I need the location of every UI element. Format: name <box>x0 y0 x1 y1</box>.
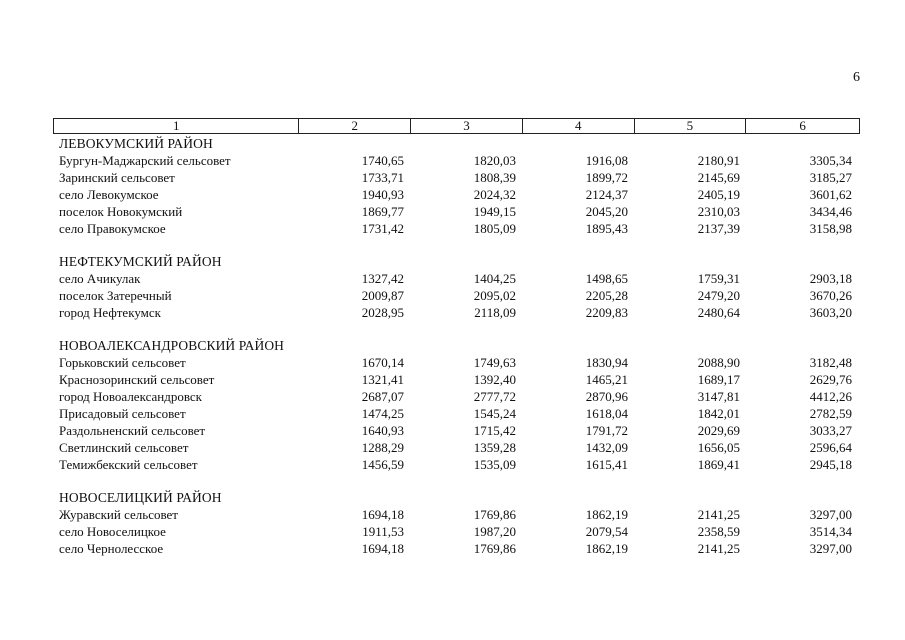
settlement-name: Бургун-Маджарский сельсовет <box>59 153 231 168</box>
value-cell-col-5: 2145,69 <box>697 170 740 185</box>
value-cell-col-3: 1987,20 <box>473 524 516 539</box>
value-cell-col-3: 1392,40 <box>473 372 516 387</box>
table-row <box>53 506 860 523</box>
column-header-6: 6 <box>799 118 806 133</box>
value-cell-col-3: 1715,42 <box>473 423 516 438</box>
value-cell-col-5: 2141,25 <box>697 507 740 522</box>
value-cell-col-6: 3185,27 <box>809 170 852 185</box>
value-cell-col-5: 2180,91 <box>697 153 740 168</box>
value-cell-col-4: 1618,04 <box>585 406 628 421</box>
value-cell-col-5: 1656,05 <box>697 440 740 455</box>
settlement-name: Присадовый сельсовет <box>59 406 186 421</box>
value-cell-col-3: 1949,15 <box>473 204 516 219</box>
value-cell-col-2: 1288,29 <box>361 440 404 455</box>
value-cell-col-4: 1615,41 <box>585 457 628 472</box>
value-cell-col-3: 1749,63 <box>473 355 516 370</box>
settlement-name: село Чернолесское <box>59 541 164 556</box>
value-cell-col-4: 1791,72 <box>585 423 628 438</box>
settlement-name: поселок Затеречный <box>59 288 172 303</box>
value-cell-col-5: 1689,17 <box>697 372 740 387</box>
value-cell-col-4: 1899,72 <box>585 170 628 185</box>
settlement-name: Краснозоринский сельсовет <box>59 372 215 387</box>
value-cell-col-5: 2358,59 <box>697 524 740 539</box>
value-cell-col-2: 1327,42 <box>361 271 404 286</box>
value-cell-col-5: 2137,39 <box>697 221 740 236</box>
table-row <box>53 220 860 237</box>
value-cell-col-5: 2029,69 <box>697 423 740 438</box>
table-header <box>53 118 860 134</box>
value-cell-col-5: 1759,31 <box>697 271 740 286</box>
table-row <box>53 270 860 287</box>
value-cell-col-6: 3514,34 <box>809 524 852 539</box>
district-section <box>53 489 860 557</box>
district-title: ЛЕВОКУМСКИЙ РАЙОН <box>59 136 213 151</box>
table-row <box>53 405 860 422</box>
value-cell-col-5: 1869,41 <box>697 457 740 472</box>
value-cell-col-3: 1404,25 <box>473 271 516 286</box>
value-cell-col-4: 1895,43 <box>585 221 628 236</box>
settlement-name: Темижбекский сельсовет <box>59 457 198 472</box>
settlement-name: поселок Новокумский <box>59 204 183 219</box>
settlement-name: город Нефтекумск <box>59 305 161 320</box>
value-cell-col-6: 3182,48 <box>809 355 852 370</box>
value-cell-col-4: 1862,19 <box>585 541 628 556</box>
value-cell-col-5: 2405,19 <box>697 187 740 202</box>
value-cell-col-6: 3670,26 <box>809 288 852 303</box>
value-cell-col-2: 1694,18 <box>361 507 404 522</box>
value-cell-col-4: 1432,09 <box>585 440 628 455</box>
district-section <box>53 337 860 473</box>
value-cell-col-4: 2079,54 <box>585 524 628 539</box>
value-cell-col-2: 2687,07 <box>361 389 404 404</box>
value-cell-col-5: 3147,81 <box>697 389 740 404</box>
value-cell-col-6: 2945,18 <box>809 457 852 472</box>
value-cell-col-5: 2141,25 <box>697 541 740 556</box>
value-cell-col-2: 1321,41 <box>361 372 404 387</box>
value-cell-col-6: 2903,18 <box>809 271 852 286</box>
value-cell-col-3: 2024,32 <box>473 187 516 202</box>
settlement-name: Горьковский сельсовет <box>59 355 186 370</box>
table-row <box>53 388 860 405</box>
value-cell-col-4: 2209,83 <box>585 305 628 320</box>
district-section <box>53 135 860 237</box>
table-row <box>53 304 860 321</box>
settlement-name: город Новоалександровск <box>59 389 202 404</box>
value-cell-col-3: 1820,03 <box>473 153 516 168</box>
page-number: 6 <box>853 70 860 85</box>
value-cell-col-4: 2870,96 <box>585 389 628 404</box>
value-cell-col-5: 2479,20 <box>697 288 740 303</box>
value-cell-col-2: 1694,18 <box>361 541 404 556</box>
value-cell-col-2: 2028,95 <box>361 305 404 320</box>
district-title: НОВОАЛЕКСАНДРОВСКИЙ РАЙОН <box>59 338 285 353</box>
value-cell-col-6: 2629,76 <box>809 372 852 387</box>
value-cell-col-2: 1640,93 <box>361 423 404 438</box>
value-cell-col-4: 1465,21 <box>585 372 628 387</box>
value-cell-col-2: 1940,93 <box>361 187 404 202</box>
value-cell-col-4: 2045,20 <box>585 204 628 219</box>
value-cell-col-4: 1498,65 <box>585 271 628 286</box>
table-row <box>53 152 860 169</box>
column-header-2: 2 <box>299 119 411 133</box>
value-cell-col-6: 2782,59 <box>809 406 852 421</box>
table-row <box>53 422 860 439</box>
value-cell-col-6: 3297,00 <box>809 507 852 522</box>
value-cell-col-4: 1830,94 <box>585 355 628 370</box>
value-cell-col-5: 1842,01 <box>697 406 740 421</box>
value-cell-col-6: 3158,98 <box>809 221 852 236</box>
value-cell-col-5: 2088,90 <box>697 355 740 370</box>
value-cell-col-2: 1733,71 <box>361 170 404 185</box>
value-cell-col-3: 1545,24 <box>473 406 516 421</box>
value-cell-col-4: 2205,28 <box>585 288 628 303</box>
district-section <box>53 253 860 321</box>
value-cell-col-3: 2095,02 <box>473 288 516 303</box>
value-cell-col-6: 3305,34 <box>809 153 852 168</box>
value-cell-col-6: 3603,20 <box>809 305 852 320</box>
settlement-name: село Левокумское <box>59 187 159 202</box>
district-title: НЕФТЕКУМСКИЙ РАЙОН <box>59 254 222 269</box>
value-cell-col-4: 2124,37 <box>585 187 628 202</box>
value-cell-col-6: 4412,26 <box>809 389 852 404</box>
table-row <box>53 540 860 557</box>
table-row <box>53 186 860 203</box>
value-cell-col-2: 1740,65 <box>361 153 404 168</box>
value-cell-col-3: 1769,86 <box>473 507 516 522</box>
table-row <box>53 371 860 388</box>
value-cell-col-6: 3297,00 <box>809 541 852 556</box>
settlement-name: Раздольненский сельсовет <box>59 423 206 438</box>
table-row <box>53 203 860 220</box>
column-header-4: 4 <box>523 119 635 133</box>
value-cell-col-4: 1862,19 <box>585 507 628 522</box>
value-cell-col-3: 2777,72 <box>473 389 516 404</box>
table-body <box>53 135 860 557</box>
value-cell-col-3: 1535,09 <box>473 457 516 472</box>
column-header-3: 3 <box>411 119 523 133</box>
value-cell-col-6: 3434,46 <box>809 204 852 219</box>
table-row <box>53 287 860 304</box>
settlement-name: село Правокумское <box>59 221 166 236</box>
table-row <box>53 354 860 371</box>
value-cell-col-2: 1731,42 <box>361 221 404 236</box>
table-row <box>53 523 860 540</box>
settlement-name: село Новоселицкое <box>59 524 166 539</box>
value-cell-col-6: 3601,62 <box>809 187 852 202</box>
value-cell-col-6: 2596,64 <box>809 440 852 455</box>
value-cell-col-6: 3033,27 <box>809 423 852 438</box>
settlement-name: Журавский сельсовет <box>59 507 178 522</box>
value-cell-col-2: 2009,87 <box>361 288 404 303</box>
value-cell-col-5: 2480,64 <box>697 305 740 320</box>
value-cell-col-3: 1805,09 <box>473 221 516 236</box>
value-cell-col-3: 1359,28 <box>473 440 516 455</box>
value-cell-col-2: 1911,53 <box>362 524 404 539</box>
value-cell-col-2: 1456,59 <box>361 457 404 472</box>
settlement-name: Заринский сельсовет <box>59 170 175 185</box>
value-cell-col-4: 1916,08 <box>585 153 628 168</box>
table-row <box>53 439 860 456</box>
value-cell-col-2: 1474,25 <box>361 406 404 421</box>
table-row <box>53 169 860 186</box>
settlement-name: село Ачикулак <box>59 271 141 286</box>
value-cell-col-3: 1769,86 <box>473 541 516 556</box>
district-title: НОВОСЕЛИЦКИЙ РАЙОН <box>59 490 222 505</box>
value-cell-col-2: 1670,14 <box>361 355 404 370</box>
settlement-name: Светлинский сельсовет <box>59 440 189 455</box>
column-header-1: 1 <box>54 119 299 133</box>
value-cell-col-5: 2310,03 <box>697 204 740 219</box>
column-header-5: 5 <box>635 119 747 133</box>
value-cell-col-3: 1808,39 <box>473 170 516 185</box>
value-cell-col-3: 2118,09 <box>474 305 516 320</box>
table-row <box>53 456 860 473</box>
value-cell-col-2: 1869,77 <box>361 204 404 219</box>
